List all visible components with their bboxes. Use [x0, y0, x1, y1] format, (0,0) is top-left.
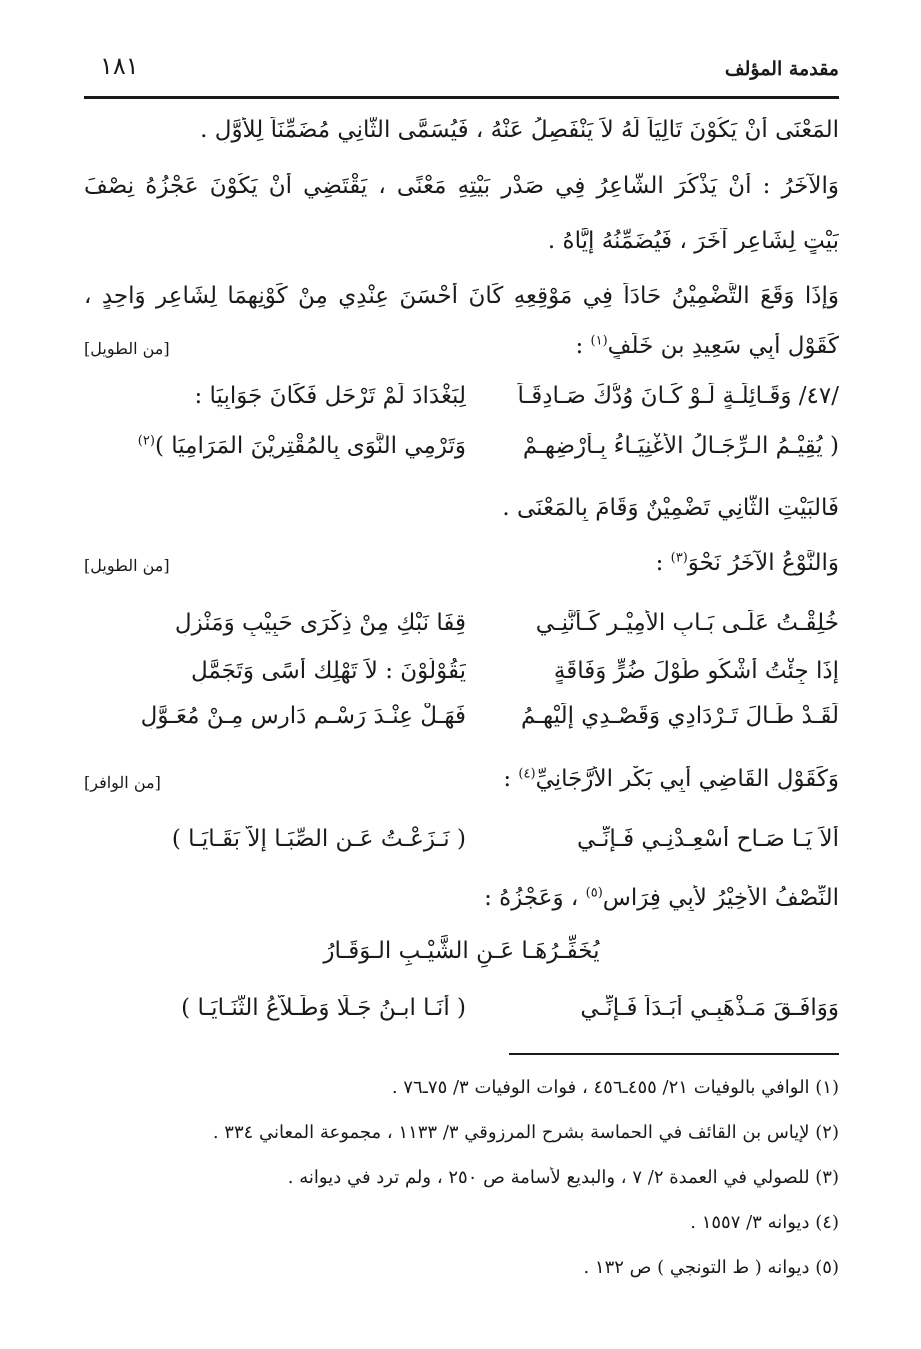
- verse-second-hemistich: يَقُوْلُوْنَ : لاَ تَهْلِك أَسًى وَتَجَمَّلِ: [190, 658, 466, 684]
- line-text: وَكَقَوْلِ القَاضِي أَبِي بَكْرٍ الأَرَّجَانِيِّ: [535, 766, 839, 792]
- paragraph-line: بَيْتٍ لِشَاعِرٍ آخَرَ ، فَيُضَمِّنُهُ إِيَّاهُ .: [547, 228, 839, 254]
- page-number: ١٨١: [100, 52, 139, 80]
- footnote-rule: [509, 1053, 839, 1055]
- line-text: كَقَوْلِ أَبِي سَعِيدِ بن خَلَفٍ: [607, 333, 839, 359]
- verse-second-hemistich: ( نَـزَعْـتُ عَـنِ الصِّبَـا إِلاَّ بَقَـايَـا ): [171, 826, 466, 852]
- line-text: وَتَرْمِي النَّوَى بِالمُقْتِرِيْنَ المَرَامِيَا ): [154, 433, 466, 459]
- paragraph-line: [84, 550, 839, 576]
- paragraph-line: [84, 333, 839, 359]
- verse-first-hemistich: لَقَـدْ طَـالَ تَـرْدَادِي وَقَصْـدِي إِلَيْهِـمُ: [520, 703, 839, 729]
- footnote: (٥) ديوانه ( ط التونجي ) ص ١٣٢ .: [583, 1257, 839, 1278]
- centered-hemistich: يُخَفِّـرُهَـا عَـنِ الشَّيْـبِ الـوَقَـارُ: [323, 938, 600, 964]
- line-text: :: [655, 550, 671, 576]
- footnote: (١) الوافي بالوفيات ٢١/ ٤٥٥ـ٤٥٦ ، فوات الوفيات ٣/ ٧٥ـ٧٦ .: [391, 1077, 839, 1098]
- meter-label: [من الطويل]: [84, 339, 170, 358]
- paragraph-line: وَالآخَرُ : أَنْ يَذْكُرَ الشَّاعِرُ فِي صَدْرِ بَيْتِهِ مَعْنًى ، يَقْتَضِي أَنْ يَكُوْنَ عَجْزُهُ نِصْفَ: [84, 173, 839, 199]
- line-text: النِّصْفُ الأَخِيْرُ لأَبِي فِرَاسٍ: [602, 885, 839, 911]
- header-rule: [84, 96, 839, 99]
- verse-second-hemistich: قِفَا نَبْكِ مِنْ ذِكْرَى حَبِيْبٍ وَمَنْزِلِ: [174, 610, 466, 636]
- verse-second-hemistich: [116, 433, 466, 459]
- paragraph-line: فَالبَيْتِ الثَّانِي تَضْمِيْنٌ وَقَامَ بِالمَعْنَى .: [502, 495, 839, 521]
- meter-label: [من الطويل]: [84, 556, 170, 575]
- footnote: (٢) لإياس بن القائف في الحماسة بشرح المرزوقي ٣/ ١١٣٣ ، مجموعة المعاني ٣٣٤ .: [212, 1122, 839, 1143]
- paragraph-line: [84, 766, 839, 792]
- line-text: :: [503, 766, 519, 792]
- paragraph-line: [84, 885, 839, 911]
- footnote-ref: (٣): [670, 550, 688, 566]
- line-text: :: [575, 333, 591, 359]
- verse-first-hemistich: وَوَافَـقَ مَـذْهَبِـي أَبَـدَاً فَـإِنِّـي: [580, 995, 839, 1021]
- footnote-ref: (٢): [137, 433, 155, 449]
- footnote-ref: (٤): [518, 766, 536, 782]
- footnote-ref: (١): [590, 333, 608, 349]
- footnote-ref: (٥): [585, 885, 603, 901]
- running-header-title: مقدمة المؤلف: [724, 58, 839, 80]
- verse-second-hemistich: ( أَنَـا ابـنُ جَـلَا وَطَـلاَّعُ الثَّنَـايَـا ): [181, 995, 466, 1021]
- verse-first-hemistich: /٤٧/ وَقَـائِلَـةٍ لَـوْ كَـانَ وُدُّكَ صَـادِقَـاً: [517, 383, 839, 409]
- line-text: وَالنَّوْعُ الآخَرُ نَحْوَ: [687, 550, 839, 576]
- footnote: (٣) للصولي في العمدة ٢/ ٧ ، والبديع لأسامة ص ٢٥٠ ، ولم ترد في ديوانه .: [287, 1167, 839, 1188]
- verse-first-hemistich: إِذَا جِئْتُ أَشْكُو طُوْلَ ضُرٍّ وَفَاقَةٍ: [553, 658, 839, 684]
- line-text: ، وَعَجْزُهُ :: [484, 885, 586, 911]
- verse-second-hemistich: لِبَغْدَادَ لَمْ تَرْحَل فَكَانَ جَوَابِيَا :: [194, 383, 466, 409]
- meter-label: [من الوافر]: [84, 773, 161, 792]
- verse-second-hemistich: فَهَـلْ عِنْـدَ رَسْـمٍ دَارِسٍ مِـنْ مُعَـوَّلِ: [140, 703, 466, 729]
- verse-first-hemistich: ( يُقِيْـمُ الـرِّجَـالُ الأَغْنِيَـاءُ بِـأَرْضِهِـمْ: [522, 433, 839, 459]
- paragraph-line: وَإِذَا وَقَعَ التَّضْمِيْنُ حَادَاً فِي مَوْقِعِهِ كَانَ أَحْسَنَ عِنْدِي مِنْ كَوْنِهِمَا لِشَاعِرٍ وَاحِدٍ ،: [84, 283, 839, 309]
- verse-first-hemistich: خُلِقْـتُ عَلَـى بَـابِ الأَمِيْـرِ كَـأَنَّنِـي: [535, 610, 839, 636]
- paragraph-line: المَعْنَى أَنْ يَكُوْنَ تَالِيَاً لَهُ لاَ يَنْفَصِلُ عَنْهُ ، فَيُسَمَّى الثَّانِي مُضَمِّنَاً لِلأَوَّلِ .: [200, 117, 839, 143]
- verse-first-hemistich: أَلاَ يَـا صَـاحِ أَسْعِـدْنِـي فَـإِنِّـي: [577, 826, 839, 852]
- footnote: (٤) ديوانه ٣/ ١٥٥٧ .: [690, 1212, 839, 1233]
